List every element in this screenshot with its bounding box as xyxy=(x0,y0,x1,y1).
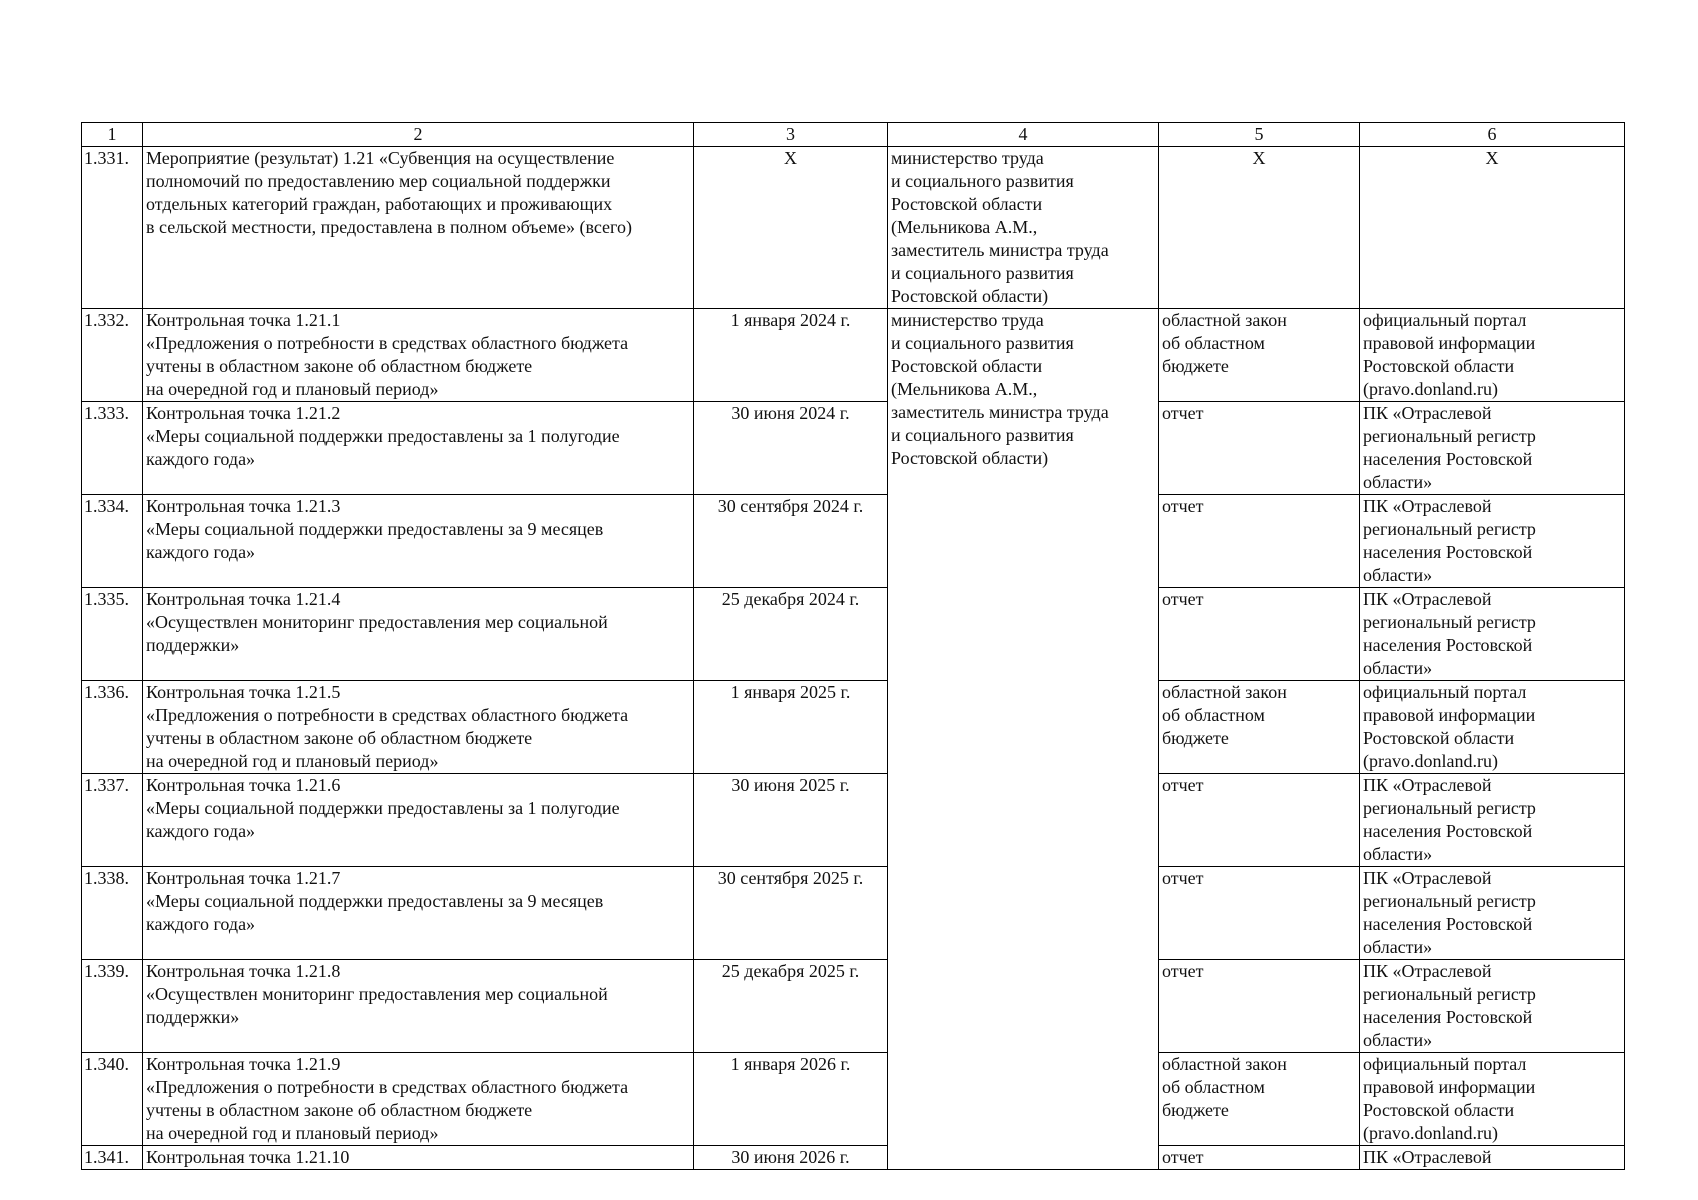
text-line: и социального развития xyxy=(891,263,1074,283)
text-line: (pravo.donland.ru) xyxy=(1363,751,1498,771)
event-description xyxy=(143,867,694,960)
document-type xyxy=(1159,867,1360,960)
deadline-date: 25 декабря 2024 г. xyxy=(694,588,888,681)
event-description xyxy=(143,147,694,309)
information-system xyxy=(1360,147,1625,309)
text-line: Контрольная точка 1.21.2 xyxy=(146,403,341,423)
table-row xyxy=(82,402,1625,495)
text-line: региональный регистр xyxy=(1363,798,1536,818)
text-line: Ростовской области xyxy=(891,194,1043,214)
text-line: бюджете xyxy=(1162,1100,1229,1120)
text-line: ПК «Отраслевой xyxy=(1363,868,1492,888)
table-row xyxy=(82,588,1625,681)
text-line: ПК «Отраслевой xyxy=(1363,775,1492,795)
row-number: 1.341. xyxy=(82,1146,143,1170)
text-line: отчет xyxy=(1162,589,1204,609)
deadline-date: 1 января 2025 г. xyxy=(694,681,888,774)
text-line: областной закон xyxy=(1162,310,1287,330)
text-line: Ростовской области) xyxy=(891,286,1049,306)
text-line: Контрольная точка 1.21.3 xyxy=(146,496,341,516)
event-description xyxy=(143,1146,694,1170)
text-line: области» xyxy=(1363,844,1433,864)
text-line: каждого года» xyxy=(146,914,256,934)
document-type xyxy=(1159,147,1360,309)
information-system xyxy=(1360,495,1625,588)
document-type xyxy=(1159,960,1360,1053)
text-line: и социального развития xyxy=(891,425,1074,445)
row-number: 1.336. xyxy=(82,681,143,774)
row-number: 1.334. xyxy=(82,495,143,588)
row-number: 1.338. xyxy=(82,867,143,960)
deadline-date: 30 сентября 2024 г. xyxy=(694,495,888,588)
text-line: об областном xyxy=(1162,333,1265,353)
document-type xyxy=(1159,495,1360,588)
text-line: региональный регистр xyxy=(1363,519,1536,539)
text-line: официальный портал xyxy=(1363,682,1527,702)
column-header: 5 xyxy=(1159,123,1360,147)
event-description xyxy=(143,960,694,1053)
text-line: официальный портал xyxy=(1363,1054,1527,1074)
text-line: министерство труда xyxy=(891,148,1044,168)
deadline-date: 30 июня 2025 г. xyxy=(694,774,888,867)
text-line: учтены в областном законе об областном бюджете xyxy=(146,356,533,376)
text-line: ПК «Отраслевой xyxy=(1363,496,1492,516)
header-row xyxy=(82,123,1625,147)
text-line: населения Ростовской xyxy=(1363,914,1533,934)
information-system xyxy=(1360,1146,1625,1170)
text-line: ПК «Отраслевой xyxy=(1363,961,1492,981)
event-description xyxy=(143,774,694,867)
row-number: 1.331. xyxy=(82,147,143,309)
table-row xyxy=(82,495,1625,588)
text-line: области» xyxy=(1363,658,1433,678)
text-line: на очередной год и плановый период» xyxy=(146,1123,439,1143)
text-line: населения Ростовской xyxy=(1363,635,1533,655)
row-number: 1.335. xyxy=(82,588,143,681)
text-line: отчет xyxy=(1162,496,1204,516)
text-line: полномочий по предоставлению мер социальной поддержки xyxy=(146,171,611,191)
text-line: каждого года» xyxy=(146,449,256,469)
text-line: Контрольная точка 1.21.10 xyxy=(146,1147,350,1167)
information-system xyxy=(1360,960,1625,1053)
text-line: бюджете xyxy=(1162,356,1229,376)
information-system xyxy=(1360,588,1625,681)
document-type xyxy=(1159,309,1360,402)
text-line: заместитель министра труда xyxy=(891,402,1109,422)
table-row xyxy=(82,681,1625,774)
deadline-date: 30 июня 2024 г. xyxy=(694,402,888,495)
text-line: региональный регистр xyxy=(1363,426,1536,446)
text-line: областной закон xyxy=(1162,682,1287,702)
column-header: 6 xyxy=(1360,123,1625,147)
text-line: населения Ростовской xyxy=(1363,821,1533,841)
text-line: отчет xyxy=(1162,403,1204,423)
table-body xyxy=(82,123,1625,1170)
text-line: области» xyxy=(1363,472,1433,492)
text-line: Контрольная точка 1.21.7 xyxy=(146,868,341,888)
text-line: Контрольная точка 1.21.6 xyxy=(146,775,341,795)
information-system xyxy=(1360,1053,1625,1146)
text-line: Х xyxy=(1252,148,1266,168)
text-line: населения Ростовской xyxy=(1363,449,1533,469)
text-line: (Мельникова А.М., xyxy=(891,217,1038,237)
text-line: Контрольная точка 1.21.5 xyxy=(146,682,341,702)
text-line: учтены в областном законе об областном бюджете xyxy=(146,1100,533,1120)
text-line: Контрольная точка 1.21.9 xyxy=(146,1054,341,1074)
text-line: Ростовской области xyxy=(891,356,1043,376)
text-line: региональный регистр xyxy=(1363,891,1536,911)
text-line: Мероприятие (результат) 1.21 «Субвенция на осуществление xyxy=(146,148,615,168)
table-row xyxy=(82,774,1625,867)
deadline-date: 1 января 2026 г. xyxy=(694,1053,888,1146)
text-line: правовой информации xyxy=(1363,705,1536,725)
table-row xyxy=(82,147,1625,309)
text-line: отчет xyxy=(1162,1147,1204,1167)
text-line: «Осуществлен мониторинг предоставления мер социальной xyxy=(146,984,608,1004)
text-line: на очередной год и плановый период» xyxy=(146,751,439,771)
text-line: Х xyxy=(1485,148,1499,168)
information-system xyxy=(1360,402,1625,495)
deadline-date: 30 сентября 2025 г. xyxy=(694,867,888,960)
document-type xyxy=(1159,774,1360,867)
text-line: отчет xyxy=(1162,961,1204,981)
deadline-date: 25 декабря 2025 г. xyxy=(694,960,888,1053)
text-line: региональный регистр xyxy=(1363,612,1536,632)
text-line: Ростовской области) xyxy=(891,448,1049,468)
text-line: и социального развития xyxy=(891,171,1074,191)
table-row xyxy=(82,309,1625,402)
event-description xyxy=(143,1053,694,1146)
event-description xyxy=(143,402,694,495)
text-line: «Меры социальной поддержки предоставлены за 1 полугодие xyxy=(146,426,620,446)
row-number: 1.337. xyxy=(82,774,143,867)
event-description xyxy=(143,309,694,402)
text-line: населения Ростовской xyxy=(1363,542,1533,562)
text-line: Ростовской области xyxy=(1363,1100,1515,1120)
table-row xyxy=(82,867,1625,960)
text-line: каждого года» xyxy=(146,542,256,562)
text-line: «Осуществлен мониторинг предоставления мер социальной xyxy=(146,612,608,632)
document-type xyxy=(1159,681,1360,774)
row-number: 1.332. xyxy=(82,309,143,402)
row-number: 1.333. xyxy=(82,402,143,495)
text-line: правовой информации xyxy=(1363,333,1536,353)
text-line: «Меры социальной поддержки предоставлены за 9 месяцев xyxy=(146,891,604,911)
text-line: области» xyxy=(1363,937,1433,957)
text-line: Контрольная точка 1.21.4 xyxy=(146,589,341,609)
event-description xyxy=(143,681,694,774)
table-row xyxy=(82,1146,1625,1170)
text-line: официальный портал xyxy=(1363,310,1527,330)
text-line: «Предложения о потребности в средствах областного бюджета xyxy=(146,1077,629,1097)
information-system xyxy=(1360,867,1625,960)
text-line: бюджете xyxy=(1162,728,1229,748)
text-line: населения Ростовской xyxy=(1363,1007,1533,1027)
text-line: «Предложения о потребности в средствах областного бюджета xyxy=(146,333,629,353)
text-line: поддержки» xyxy=(146,635,240,655)
text-line: отчет xyxy=(1162,775,1204,795)
event-description xyxy=(143,588,694,681)
text-line: (pravo.donland.ru) xyxy=(1363,1123,1498,1143)
text-line: Ростовской области xyxy=(1363,728,1515,748)
event-description xyxy=(143,495,694,588)
text-line: об областном xyxy=(1162,1077,1265,1097)
text-line: правовой информации xyxy=(1363,1077,1536,1097)
text-line: отчет xyxy=(1162,868,1204,888)
responsible-executor xyxy=(888,147,1159,309)
text-line: отдельных категорий граждан, работающих и проживающих xyxy=(146,194,613,214)
deadline-date: Х xyxy=(694,147,888,309)
column-header: 4 xyxy=(888,123,1159,147)
information-system xyxy=(1360,309,1625,402)
plan-table xyxy=(81,122,1625,1170)
text-line: в сельской местности, предоставлена в полном объеме» (всего) xyxy=(146,217,632,237)
column-header: 3 xyxy=(694,123,888,147)
text-line: учтены в областном законе об областном бюджете xyxy=(146,728,533,748)
text-line: области» xyxy=(1363,565,1433,585)
text-line: (pravo.donland.ru) xyxy=(1363,379,1498,399)
text-line: об областном xyxy=(1162,705,1265,725)
row-number: 1.339. xyxy=(82,960,143,1053)
table-row xyxy=(82,1053,1625,1146)
text-line: Контрольная точка 1.21.8 xyxy=(146,961,341,981)
text-line: министерство труда xyxy=(891,310,1044,330)
responsible-executor xyxy=(888,309,1159,1170)
column-header: 2 xyxy=(143,123,694,147)
text-line: (Мельникова А.М., xyxy=(891,379,1038,399)
deadline-date: 30 июня 2026 г. xyxy=(694,1146,888,1170)
table-row xyxy=(82,960,1625,1053)
information-system xyxy=(1360,774,1625,867)
text-line: на очередной год и плановый период» xyxy=(146,379,439,399)
text-line: поддержки» xyxy=(146,1007,240,1027)
information-system xyxy=(1360,681,1625,774)
text-line: региональный регистр xyxy=(1363,984,1536,1004)
row-number: 1.340. xyxy=(82,1053,143,1146)
text-line: каждого года» xyxy=(146,821,256,841)
text-line: Контрольная точка 1.21.1 xyxy=(146,310,341,330)
text-line: «Предложения о потребности в средствах областного бюджета xyxy=(146,705,629,725)
document-type xyxy=(1159,1146,1360,1170)
text-line: областной закон xyxy=(1162,1054,1287,1074)
column-header: 1 xyxy=(82,123,143,147)
text-line: и социального развития xyxy=(891,333,1074,353)
text-line: Ростовской области xyxy=(1363,356,1515,376)
text-line: «Меры социальной поддержки предоставлены за 1 полугодие xyxy=(146,798,620,818)
text-line: ПК «Отраслевой xyxy=(1363,589,1492,609)
text-line: заместитель министра труда xyxy=(891,240,1109,260)
text-line: «Меры социальной поддержки предоставлены за 9 месяцев xyxy=(146,519,604,539)
document-type xyxy=(1159,1053,1360,1146)
text-line: ПК «Отраслевой xyxy=(1363,403,1492,423)
document-type xyxy=(1159,588,1360,681)
document-type xyxy=(1159,402,1360,495)
text-line: области» xyxy=(1363,1030,1433,1050)
text-line: ПК «Отраслевой xyxy=(1363,1147,1492,1167)
deadline-date: 1 января 2024 г. xyxy=(694,309,888,402)
